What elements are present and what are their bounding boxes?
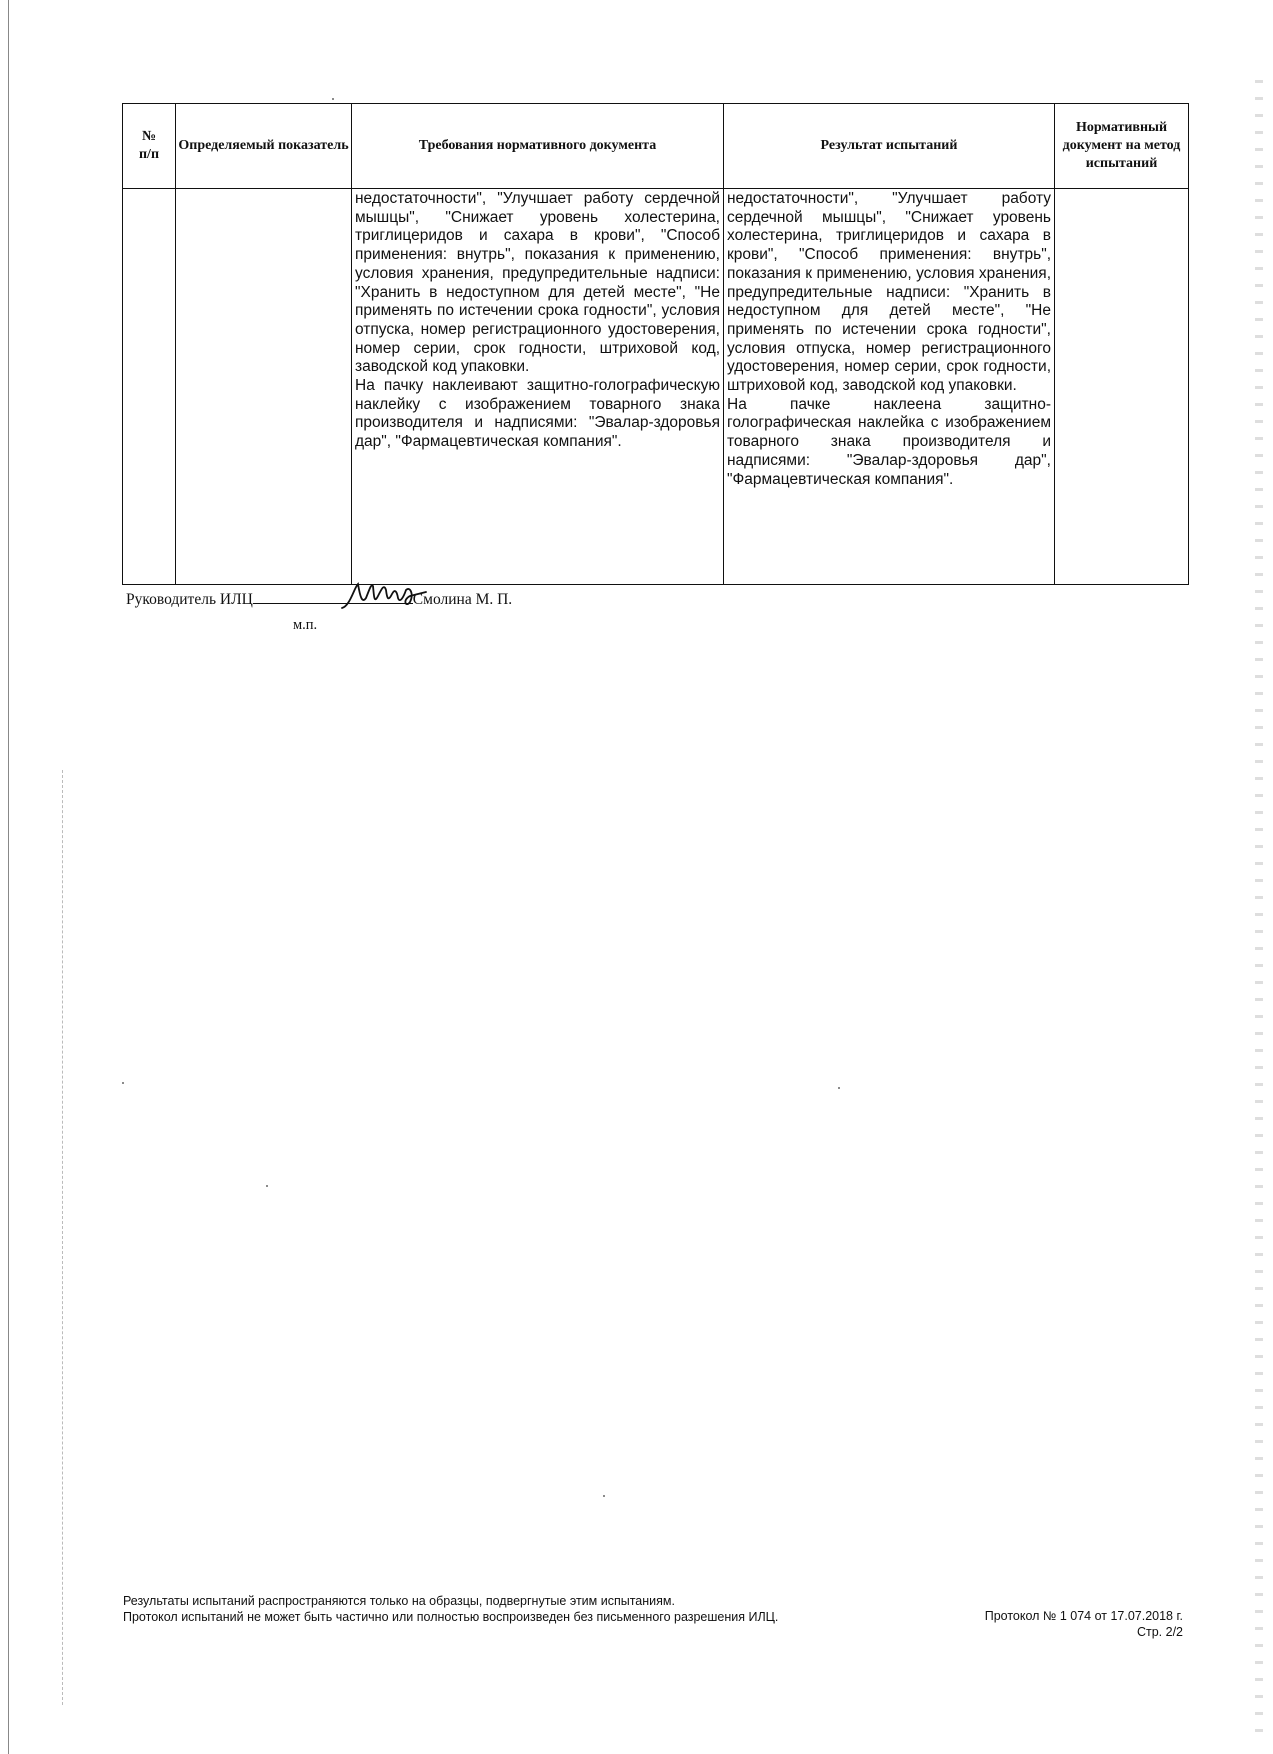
scan-speck — [603, 1495, 605, 1497]
cell-method — [1055, 189, 1189, 585]
requirements-paragraph: На пачку наклеивают защитно-голографическую наклейку с изображением товарного знака производителя и надписями: "Эвалар-здоровья дар", "Фармацевтическая компания". — [355, 377, 720, 451]
handwritten-signature — [340, 578, 430, 614]
scan-speck — [838, 1087, 840, 1089]
table-header-row — [123, 104, 1189, 189]
results-table — [122, 103, 1189, 585]
scan-speck — [122, 1082, 124, 1084]
footer-disclaimer — [123, 1593, 778, 1625]
cell-indicator — [176, 189, 352, 585]
signature-block — [126, 587, 512, 610]
disclaimer-line-1: Результаты испытаний распространяются только на образцы, подвергнутые этим испытаниям. — [123, 1594, 675, 1608]
header-method: Нормативный документ на метод испытаний — [1055, 104, 1189, 189]
result-paragraph: На пачке наклеена защитно-голографическая наклейка с изображением товарного знака производителя и надписями: "Эвалар-здоровья дар", "Фармацевтическая компания". — [727, 395, 1051, 488]
requirements-paragraph: недостаточности", "Улучшает работу сердечной мышцы", "Снижает уровень холестерина, триглицеридов и сахара в крови", "Способ применения: внутрь", показания к применению, условия хранения, предупредительные надписи: "Хранить в недоступном для детей месте", "Не применять по истечении срока годности", условия отпуска, номер регистрационного удостоверения, номер серии, срок годности, штриховой код, заводской код упаковки. — [355, 190, 720, 376]
header-indicator: Определяемый показатель — [176, 104, 352, 189]
scan-edge-line — [8, 0, 9, 1754]
protocol-number: Протокол № 1 074 от 17.07.2018 г. — [984, 1609, 1183, 1623]
signatory-title: Руководитель ИЛЦ — [126, 591, 253, 608]
page-number: Стр. 2/2 — [1136, 1625, 1183, 1639]
header-requirements: Требования нормативного документа — [352, 104, 724, 189]
cell-result — [724, 189, 1055, 585]
disclaimer-line-2: Протокол испытаний не может быть частично или полностью воспроизведен без письменного разрешения ИЛЦ. — [123, 1610, 779, 1624]
scan-speck — [332, 98, 334, 100]
signatory-name: Смолина М. П. — [412, 591, 513, 608]
header-number: № п/п — [123, 104, 176, 189]
scan-speck — [266, 1185, 268, 1187]
result-paragraph: недостаточности", "Улучшает работу сердечной мышцы", "Снижает уровень холестерина, триглицеридов и сахара в крови", "Способ применения: внутрь", показания к применению, условия хранения, предупредительные надписи: "Хранить в недоступном для детей месте", "Не применять по истечении срока годности", условия отпуска, номер регистрационного удостоверения, номер серии, срок годности, штриховой код, заводской код упаковки. — [727, 190, 1051, 395]
cell-number — [123, 189, 176, 585]
scan-margin-mark — [62, 770, 64, 1705]
cell-requirements — [352, 189, 724, 585]
stamp-placeholder: м.п. — [293, 617, 318, 633]
table-row — [123, 189, 1189, 585]
header-result: Результат испытаний — [724, 104, 1055, 189]
protocol-reference — [985, 1608, 1183, 1640]
scan-edge-noise — [1255, 80, 1263, 1740]
